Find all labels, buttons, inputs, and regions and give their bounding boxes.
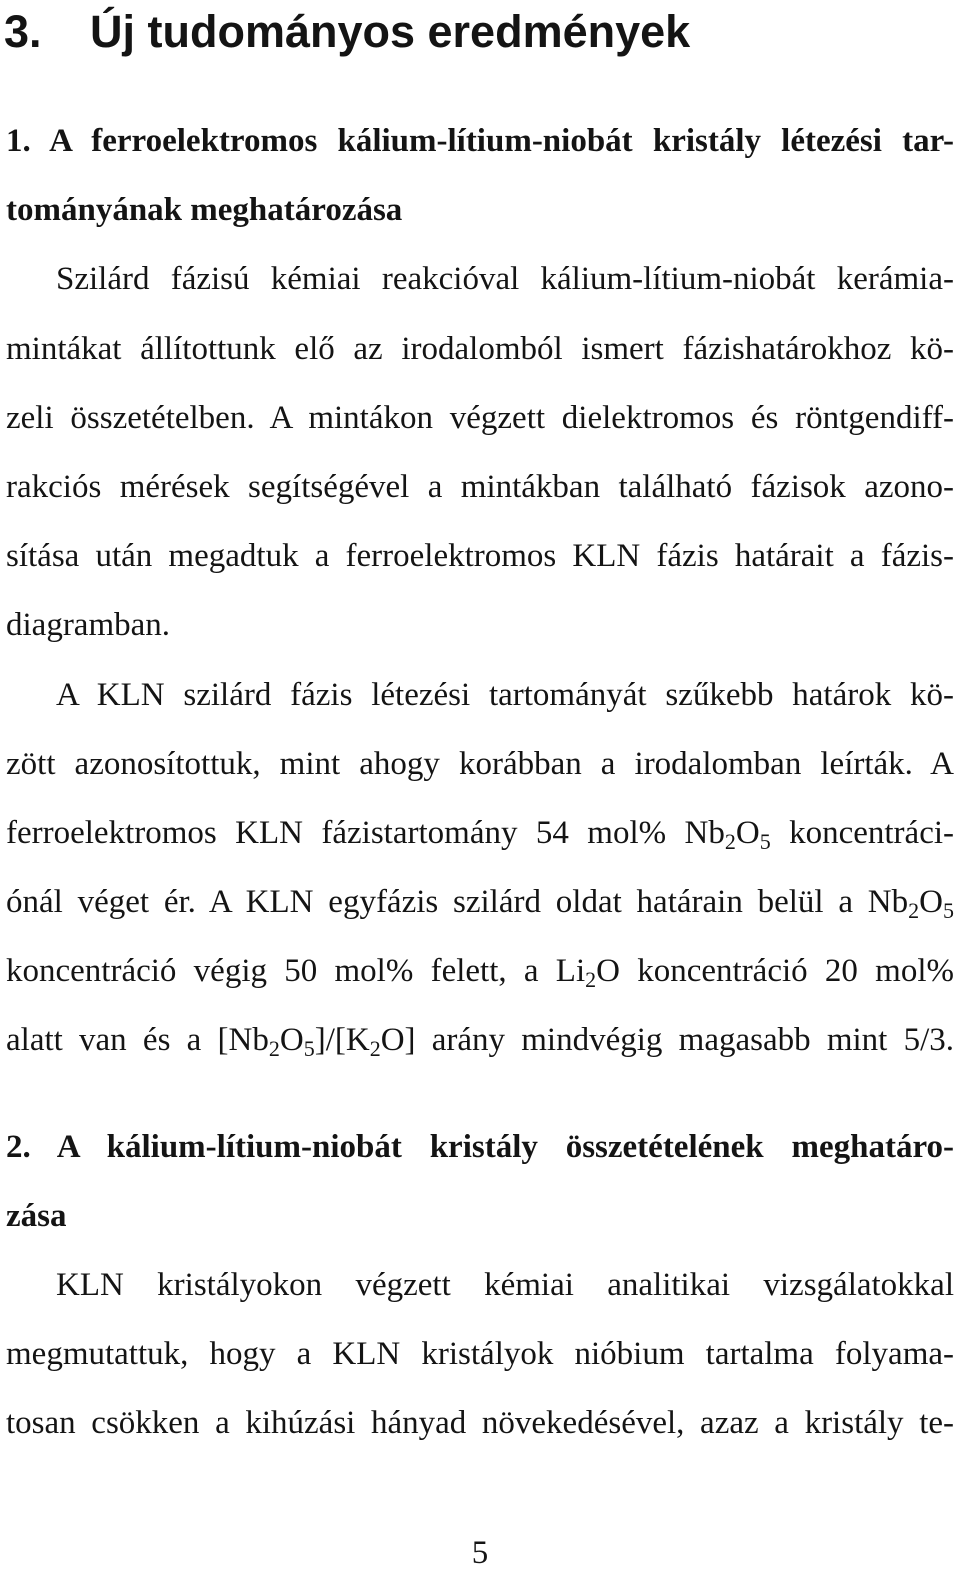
section-number: 3. <box>4 6 42 57</box>
paragraph-line: KLN kristályokon végzett kémiai analitikai vizsgálatokkal <box>56 1267 954 1303</box>
text-run: O <box>735 815 760 851</box>
subscript: 2 <box>268 1036 280 1061</box>
text-run: O] arány mindvégig magasabb mint 5/3. <box>380 1022 954 1058</box>
paragraph-line: sítása után megadtuk a ferroelektromos KLN fázis határait a fázis- <box>6 538 954 574</box>
paragraph-line-formula <box>6 951 954 991</box>
paragraph-line: zeli összetételben. A mintákon végzett dielektromos és röntgendiff- <box>6 400 954 436</box>
paragraph-line: tosan csökken a kihúzási hányad növekedésével, azaz a kristály te- <box>6 1405 954 1441</box>
paragraph-line-formula <box>6 882 954 922</box>
text-run: alatt van és a [Nb <box>6 1022 269 1058</box>
text-run: ónál véget ér. A KLN egyfázis szilárd oldat határain belül a Nb <box>6 884 909 920</box>
text-run: koncentráció végig 50 mol% felett, a Li <box>6 953 586 989</box>
text-run: ferroelektromos KLN fázistartomány 54 mol% Nb <box>6 815 725 851</box>
subscript: 2 <box>585 967 597 992</box>
subsection-1-heading-line-1: 1. A ferroelektromos kálium-lítium-niobát kristály létezési tar- <box>6 123 954 159</box>
text-run: ]/[K <box>314 1022 370 1058</box>
subscript: 5 <box>303 1036 315 1061</box>
page-number: 5 <box>471 1535 489 1571</box>
section-heading <box>4 6 690 58</box>
paragraph-line: diagramban. <box>6 607 171 643</box>
subsection-2-heading-line-1: 2. A kálium-lítium-niobát kristály összetételének meghatáro- <box>6 1129 954 1165</box>
subscript: 2 <box>724 829 736 854</box>
subscript: 5 <box>759 829 771 854</box>
paragraph-line: zött azonosítottuk, mint ahogy korábban a irodalomban leírták. A <box>6 746 954 782</box>
paragraph-line-formula <box>6 813 954 853</box>
subscript: 2 <box>908 898 920 923</box>
paragraph-line: A KLN szilárd fázis létezési tartományát szűkebb határok kö- <box>56 677 954 713</box>
paragraph-line: megmutattuk, hogy a KLN kristályok nióbium tartalma folyama- <box>6 1336 954 1372</box>
text-run: koncentráci- <box>770 815 954 851</box>
paragraph-line-formula <box>6 1020 954 1060</box>
subscript: 5 <box>943 898 954 923</box>
paragraph-line: Szilárd fázisú kémiai reakcióval kálium-lítium-niobát kerámia- <box>56 261 954 297</box>
paragraph-line: mintákat állítottunk elő az irodalomból ismert fázishatárokhoz kö- <box>6 331 954 367</box>
text-run: O <box>919 884 943 920</box>
subscript: 2 <box>369 1036 381 1061</box>
text-run: O koncentráció 20 mol% <box>596 953 954 989</box>
subsection-1-heading-line-2: tományának meghatározása <box>6 192 403 228</box>
subsection-2-heading-line-2: zása <box>6 1198 67 1234</box>
text-run: O <box>279 1022 304 1058</box>
section-title: Új tudományos eredmények <box>90 6 691 57</box>
paragraph-line: rakciós mérések segítségével a mintákban található fázisok azono- <box>6 469 954 505</box>
